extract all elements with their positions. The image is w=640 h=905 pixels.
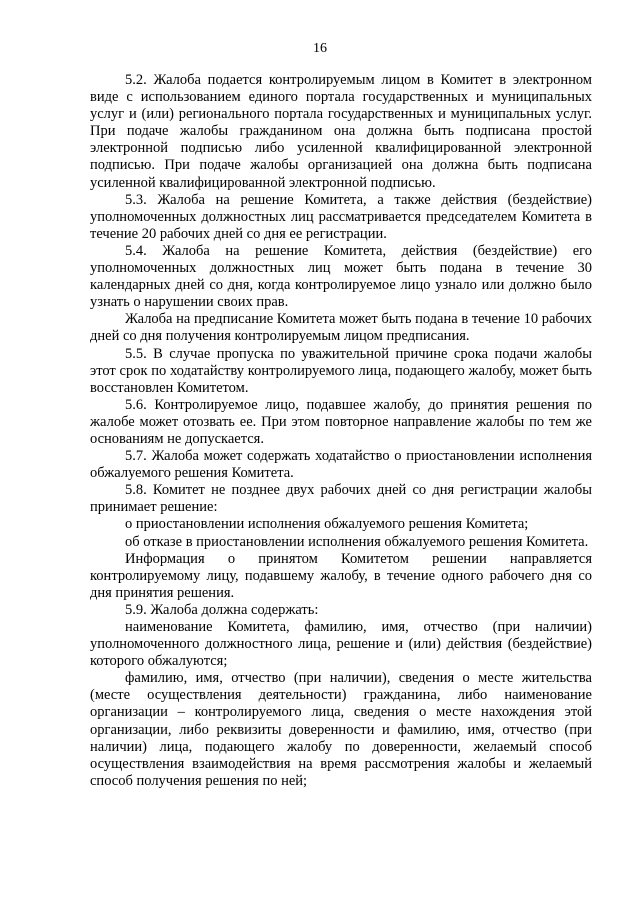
page-number: 16: [313, 41, 327, 56]
paragraph-5-8-suspend: о приостановлении исполнения обжалуемого решения Комитета;: [125, 516, 529, 533]
paragraph-5-6: 5.6. Контролируемое лицо, подавшее жалобу, до принятия решения по жалобе может отозвать ее. При этом повторное направление жалобы по тем же основаниям не допускается.: [90, 396, 592, 447]
paragraph-5-2: 5.2. Жалоба подается контролируемым лицом в Комитет в электронном виде с использованием единого портала государственных и муниципальных услуг и (или) регионального портала государственных и муниципальных услуг. При подаче жалобы гражданином она должна быть подписана простой электронной подписью либо усиленной квалифицированной электронной подписью. При подаче жалобы организацией она должна быть подписана усиленной квалифицированной электронной подписью.: [90, 72, 592, 191]
paragraph-5-5: 5.5. В случае пропуска по уважительной причине срока подачи жалобы этот срок по ходатайству контролируемого лица, подающего жалобу, может быть восстановлен Комитетом.: [90, 345, 592, 396]
paragraph-5-9-applicant-details: фамилию, имя, отчество (при наличии), сведения о месте жительства (месте осуществления деятельности) гражданина, либо наименование организации – контролируемого лица, сведения о месте нахождения этой организации, либо реквизиты доверенности и фамилию, имя, отчество (при наличии) лица, подающего жалобу по доверенности, желаемый способ осуществления взаимодействия на время рассмотрения жалобы и желаемый способ получения решения по ней;: [90, 670, 592, 789]
paragraph-5-9-committee-name: наименование Комитета, фамилию, имя, отчество (при наличии) уполномоченного должностного лица, решение и (или) действия (бездействие) которого обжалуются;: [90, 619, 592, 670]
paragraph-5-3: 5.3. Жалоба на решение Комитета, а также действия (бездействие) уполномоченных должностных лиц рассматривается председателем Комитета в течение 20 рабочих дней со дня ее регистрации.: [90, 191, 592, 242]
paragraph-5-8-information: Информация о принятом Комитетом решении направляется контролируемому лицу, подавшему жалобу, в течение одного рабочего дня со дня принятия решения.: [90, 550, 592, 601]
paragraph-5-4: 5.4. Жалоба на решение Комитета, действия (бездействие) его уполномоченных должностных лиц может быть подана в течение 30 календарных дней со дня, когда контролируемое лицо узнало или должно было узнать о нарушении своих прав.: [90, 242, 592, 311]
paragraph-5-4-prescription: Жалоба на предписание Комитета может быть подана в течение 10 рабочих дней со дня получения контролируемым лицом предписания.: [90, 311, 592, 345]
paragraph-5-8-refuse: об отказе в приостановлении исполнения обжалуемого решения Комитета.: [125, 533, 589, 550]
document-body: [90, 72, 592, 790]
paragraph-5-8: 5.8. Комитет не позднее двух рабочих дней со дня регистрации жалобы принимает решение:: [90, 482, 592, 516]
paragraph-5-7: 5.7. Жалоба может содержать ходатайство о приостановлении исполнения обжалуемого решения Комитета.: [90, 448, 592, 482]
paragraph-5-9: 5.9. Жалоба должна содержать:: [125, 601, 319, 618]
